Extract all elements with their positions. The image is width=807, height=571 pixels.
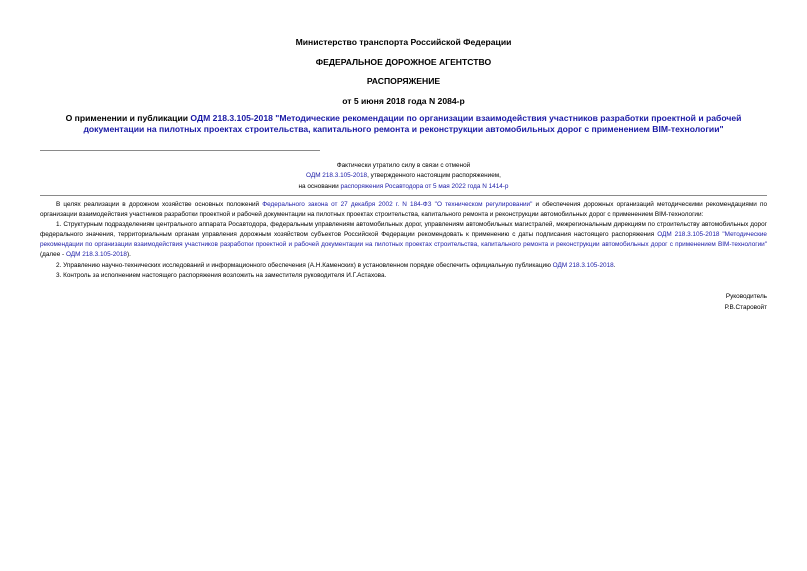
title-odm-link[interactable]: ОДМ 218.3.105-2018 "Методические рекомендации по организации взаимодействия участников разработки проектной и рабочей документации на пилотных проектах строительства, капитального ремонта и реконструкции автомобильных дорог с применением BIM-технологии": [83, 113, 742, 134]
federal-law-link[interactable]: Федерального закона от 27 декабря 2002 г. N 184-ФЗ "О техническом регулировании": [262, 201, 533, 208]
note-odm-link[interactable]: ОДМ 218.3.105-2018: [306, 172, 368, 180]
status-note: [0, 161, 807, 192]
paragraph-1-odm-short-link[interactable]: ОДМ 218.3.105-2018: [65, 251, 127, 259]
ministry-heading: Министерство транспорта Российской Федерации: [295, 37, 512, 47]
document-title: [40, 113, 767, 135]
paragraph-preamble: В целях реализации в дорожном хозяйстве основных положений Федерального закона от 27 декабря 2002 г. N 184-ФЗ "О техническом регулировании" и обеспечения дорожных организаций методическими рекомендациями по организации взаимодействия участников разработки проектной и рабочей документации на пилотных проектах строительства, капитального ремонта и реконструкции автомобильных дорог с применением BIM-технологии:: [40, 201, 767, 219]
paragraph-1: 1. Структурным подразделениям центрального аппарата Росавтодора, федеральным управлениям автомобильных дорог, управлениям автомобильных магистралей, межрегиональным дирекциям по строительству автомобильных дорог федерального значения, территориальным органам управления дорожным хозяйством субъектов Российской Федерации рекомендовать к применению с даты подписания настоящего распоряжения ОДМ 218.3.105-2018 "Методические рекомендации по организации взаимодействия участников разработки проектной и рабочей документации на пилотных проектах строительства, капитального ремонта и реконструкции автомобильных дорог с применением BIM-технологии" (далее - ОДМ 218.3.105-2018).: [40, 221, 767, 259]
document-type-heading: РАСПОРЯЖЕНИЕ: [366, 76, 441, 86]
date-number-heading: от 5 июня 2018 года N 2084-р: [342, 96, 465, 106]
separator-short: [40, 150, 320, 151]
separator-full: [40, 195, 767, 196]
document-body: [40, 200, 767, 281]
note-order-link[interactable]: распоряжения Росавтодора от 5 мая 2022 года N 1414-р: [340, 182, 509, 190]
signature-name: Р.В.Старовойт: [724, 304, 767, 311]
agency-heading: ФЕДЕРАЛЬНОЕ ДОРОЖНОЕ АГЕНТСТВО: [315, 57, 492, 67]
status-note-line1: Фактически утратило силу в связи с отменой: [336, 162, 471, 169]
paragraph-3: 3. Контроль за исполнением настоящего распоряжения возложить на заместителя руководителя И.Г.Астахова.: [56, 271, 387, 279]
status-note-line3: на основании распоряжения Росавтодора от 5 мая 2022 года N 1414-р: [298, 182, 509, 190]
paragraph-2-odm-link[interactable]: ОДМ 218.3.105-2018: [552, 261, 614, 269]
paragraph-1-odm-link[interactable]: ОДМ 218.3.105-2018 "Методические рекомендации по организации взаимодействия участников разработки проектной и рабочей документации на пилотных проектах строительства, капитального ремонта и реконструкции автомобильных дорог с применением BIM-технологии": [40, 231, 767, 249]
paragraph-2: 2. Управлению научно-технических исследований и информационного обеспечения (А.Н.Каменских) в установленном порядке обеспечить официальную публикацию ОДМ 218.3.105-2018.: [56, 261, 616, 269]
status-note-line2: ОДМ 218.3.105-2018, утвержденного настоящим распоряжением,: [306, 172, 501, 180]
signature-role: Руководитель: [725, 293, 767, 300]
title-prefix: О применении и публикации: [65, 113, 191, 123]
